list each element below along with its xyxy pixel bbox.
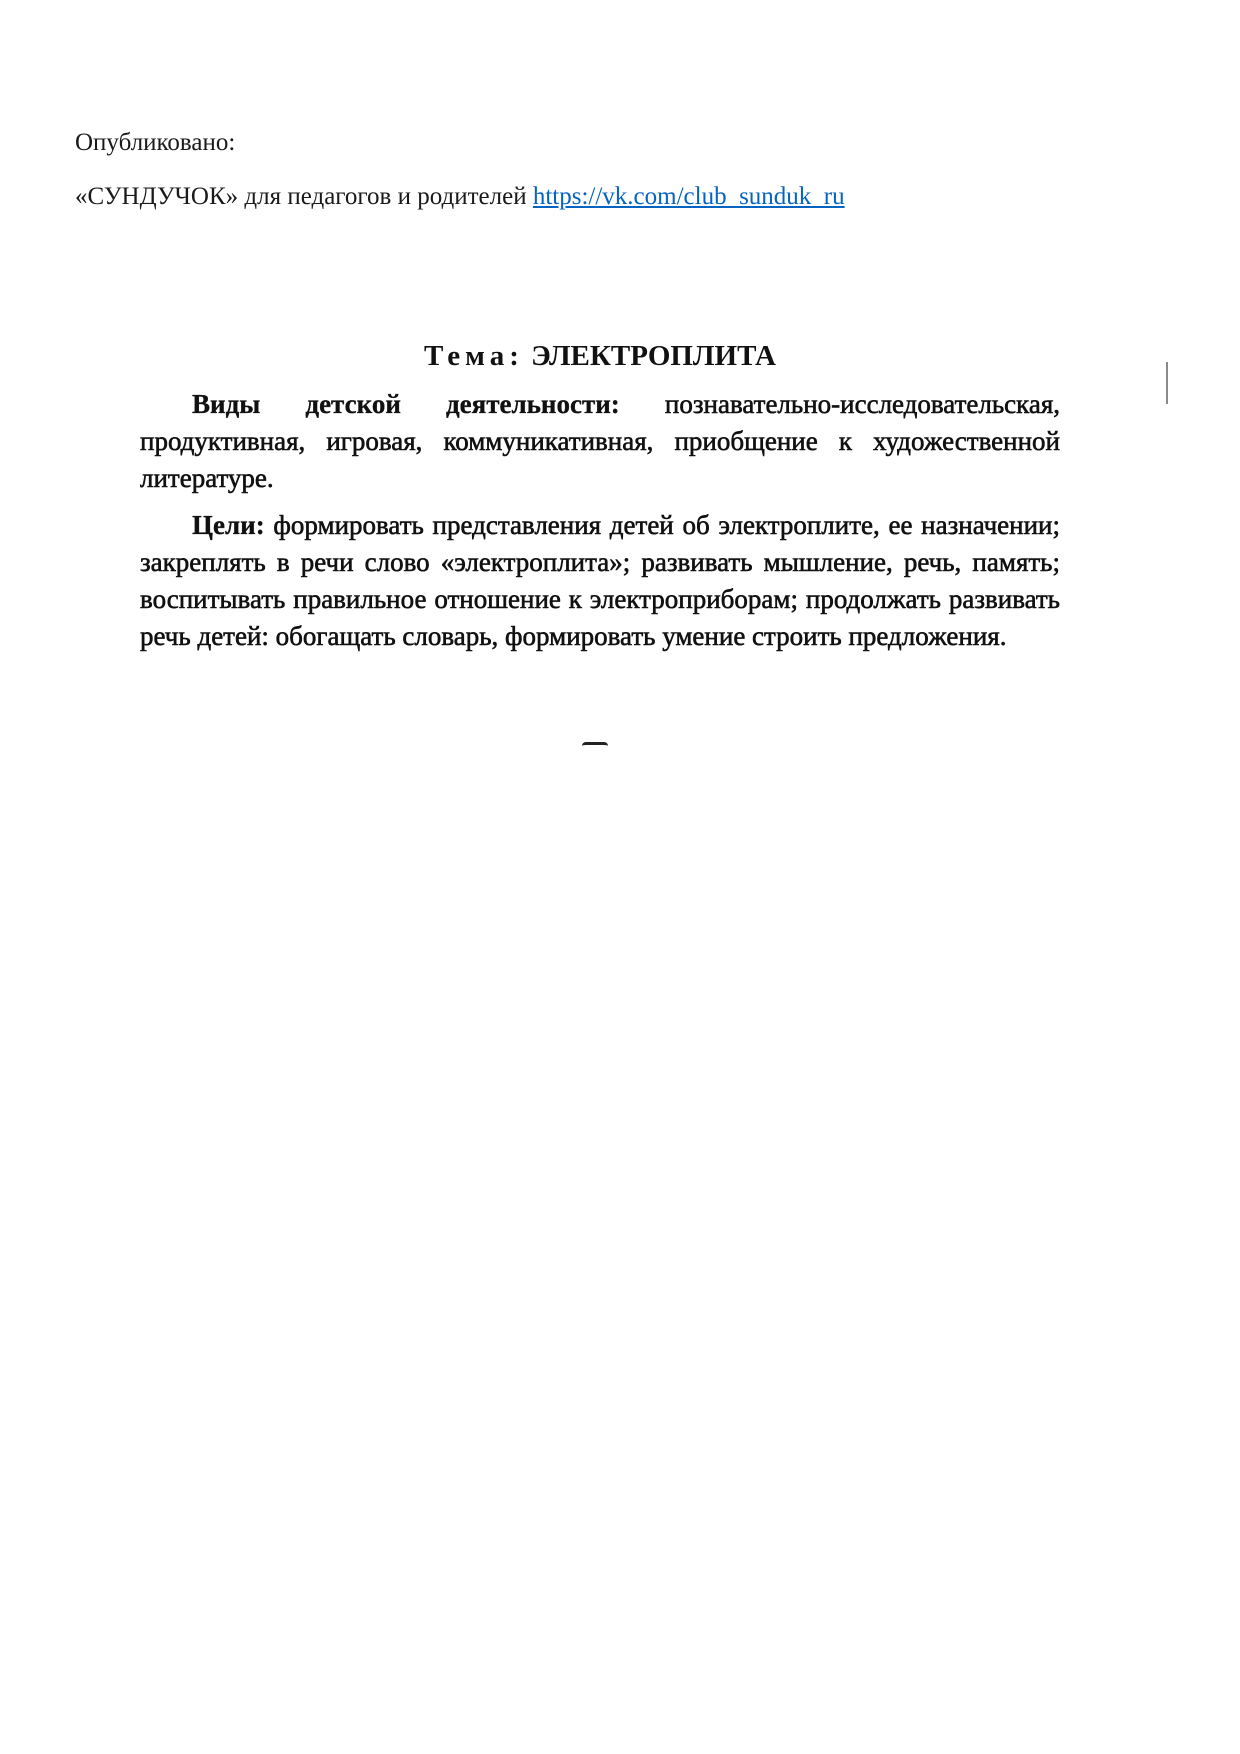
activities-text: познавательно-исследовательская, продуктивная, игровая, коммуникативная, приобщение к художественной литературе. (140, 389, 1061, 493)
published-label: Опубликовано: (75, 129, 236, 156)
goals-label: Цели: (192, 510, 265, 540)
activities-paragraph (140, 386, 1060, 497)
cut-off-page-number (582, 742, 608, 751)
scan-artifact-mark (1166, 362, 1168, 404)
publisher-name: «СУНДУЧОК» для педагогов и родителей (75, 183, 527, 210)
activities-label: Виды детской деятельности: (192, 389, 620, 419)
scanned-text-block (140, 330, 1060, 665)
vk-club-link[interactable]: https://vk.com/club_sunduk_ru (532, 183, 845, 210)
topic-name: ЭЛЕКТРОПЛИТА (531, 340, 776, 372)
topic-keyword: Тема: (424, 340, 524, 372)
publisher-line (75, 182, 845, 212)
topic-title (140, 338, 1060, 374)
goals-text: формировать представления детей об электроплите, ее назначении; закреплять в речи слово «электроплита»; развивать мышление, речь, память; воспитывать правильное отношение к электроприборам; продолжать развивать речь детей: обогащать словарь, формировать умение строить предложения. (140, 510, 1061, 651)
goals-paragraph (140, 507, 1060, 655)
